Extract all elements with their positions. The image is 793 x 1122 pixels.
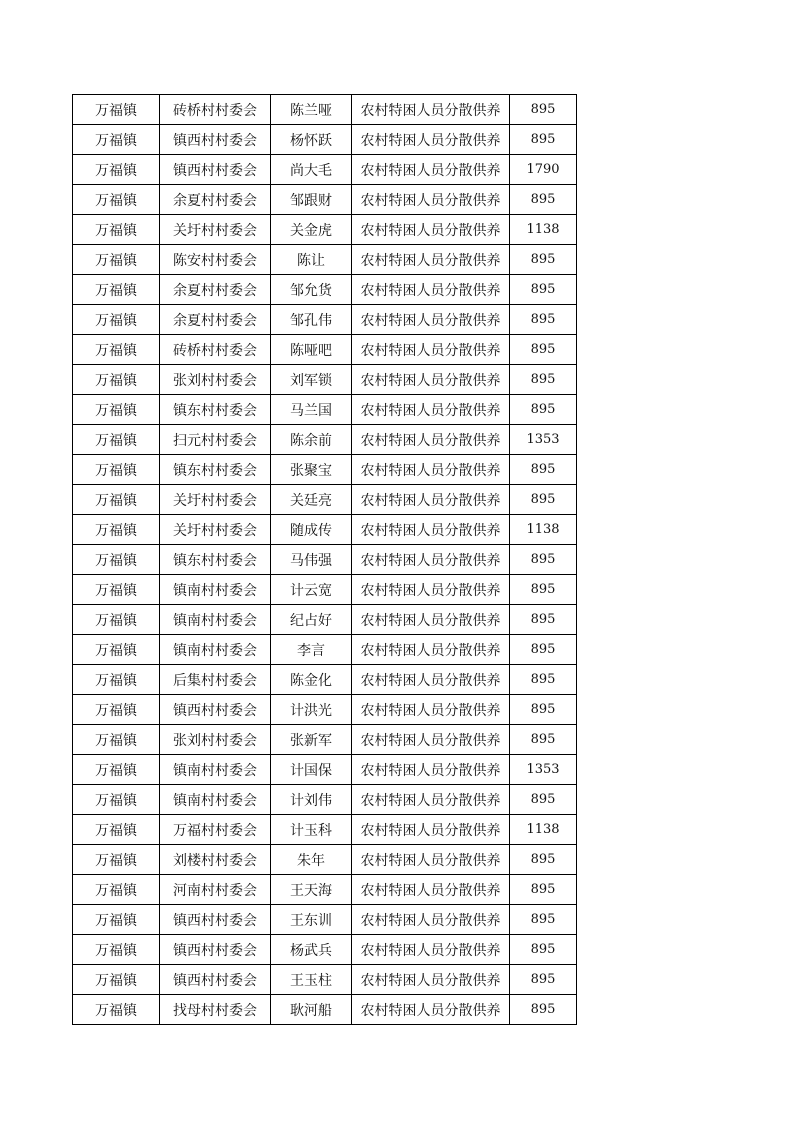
town-cell: 万福镇: [73, 695, 160, 725]
person-name-cell: 张聚宝: [271, 455, 352, 485]
person-name-cell: 随成传: [271, 515, 352, 545]
relief-category-cell: 农村特困人员分散供养: [352, 695, 510, 725]
person-name-cell: 关金虎: [271, 215, 352, 245]
table-row: [73, 215, 577, 245]
person-name-cell: 李言: [271, 635, 352, 665]
amount-cell: 1138: [510, 215, 577, 245]
amount-cell: 1790: [510, 155, 577, 185]
relief-category-cell: 农村特困人员分散供养: [352, 785, 510, 815]
town-cell: 万福镇: [73, 365, 160, 395]
table-body: [73, 95, 577, 1025]
village-committee-cell: 镇东村村委会: [160, 545, 271, 575]
town-cell: 万福镇: [73, 935, 160, 965]
village-committee-cell: 余夏村村委会: [160, 185, 271, 215]
relief-category-cell: 农村特困人员分散供养: [352, 515, 510, 545]
village-committee-cell: 刘楼村村委会: [160, 845, 271, 875]
town-cell: 万福镇: [73, 275, 160, 305]
relief-category-cell: 农村特困人员分散供养: [352, 125, 510, 155]
amount-cell: 895: [510, 935, 577, 965]
table-row: [73, 815, 577, 845]
village-committee-cell: 关圩村村委会: [160, 485, 271, 515]
town-cell: 万福镇: [73, 425, 160, 455]
village-committee-cell: 张刘村村委会: [160, 725, 271, 755]
town-cell: 万福镇: [73, 545, 160, 575]
person-name-cell: 陈金化: [271, 665, 352, 695]
table-row: [73, 485, 577, 515]
village-committee-cell: 陈安村村委会: [160, 245, 271, 275]
village-committee-cell: 镇东村村委会: [160, 455, 271, 485]
town-cell: 万福镇: [73, 125, 160, 155]
table-row: [73, 455, 577, 485]
table-row: [73, 635, 577, 665]
village-committee-cell: 镇西村村委会: [160, 695, 271, 725]
town-cell: 万福镇: [73, 845, 160, 875]
town-cell: 万福镇: [73, 905, 160, 935]
amount-cell: 895: [510, 665, 577, 695]
person-name-cell: 计刘伟: [271, 785, 352, 815]
table-row: [73, 335, 577, 365]
table-row: [73, 125, 577, 155]
person-name-cell: 陈让: [271, 245, 352, 275]
village-committee-cell: 镇南村村委会: [160, 755, 271, 785]
person-name-cell: 王东训: [271, 905, 352, 935]
person-name-cell: 邹孔伟: [271, 305, 352, 335]
amount-cell: 895: [510, 95, 577, 125]
person-name-cell: 杨怀跃: [271, 125, 352, 155]
relief-category-cell: 农村特困人员分散供养: [352, 605, 510, 635]
person-name-cell: 纪占好: [271, 605, 352, 635]
table-row: [73, 785, 577, 815]
relief-category-cell: 农村特困人员分散供养: [352, 305, 510, 335]
person-name-cell: 邹跟财: [271, 185, 352, 215]
village-committee-cell: 镇南村村委会: [160, 575, 271, 605]
relief-category-cell: 农村特困人员分散供养: [352, 455, 510, 485]
amount-cell: 895: [510, 365, 577, 395]
person-name-cell: 王天海: [271, 875, 352, 905]
relief-category-cell: 农村特困人员分散供养: [352, 335, 510, 365]
person-name-cell: 陈余前: [271, 425, 352, 455]
town-cell: 万福镇: [73, 185, 160, 215]
relief-category-cell: 农村特困人员分散供养: [352, 155, 510, 185]
person-name-cell: 王玉柱: [271, 965, 352, 995]
amount-cell: 895: [510, 995, 577, 1025]
relief-category-cell: 农村特困人员分散供养: [352, 275, 510, 305]
amount-cell: 895: [510, 845, 577, 875]
town-cell: 万福镇: [73, 215, 160, 245]
relief-category-cell: 农村特困人员分散供养: [352, 245, 510, 275]
person-name-cell: 杨武兵: [271, 935, 352, 965]
table-row: [73, 605, 577, 635]
table-row: [73, 665, 577, 695]
village-committee-cell: 镇西村村委会: [160, 965, 271, 995]
village-committee-cell: 砖桥村村委会: [160, 95, 271, 125]
amount-cell: 895: [510, 605, 577, 635]
table-row: [73, 395, 577, 425]
town-cell: 万福镇: [73, 635, 160, 665]
person-name-cell: 邹允货: [271, 275, 352, 305]
person-name-cell: 计玉科: [271, 815, 352, 845]
relief-category-cell: 农村特困人员分散供养: [352, 935, 510, 965]
town-cell: 万福镇: [73, 335, 160, 365]
amount-cell: 895: [510, 725, 577, 755]
relief-category-cell: 农村特困人员分散供养: [352, 365, 510, 395]
relief-category-cell: 农村特困人员分散供养: [352, 215, 510, 245]
village-committee-cell: 镇南村村委会: [160, 605, 271, 635]
amount-cell: 895: [510, 455, 577, 485]
person-name-cell: 计洪光: [271, 695, 352, 725]
village-committee-cell: 张刘村村委会: [160, 365, 271, 395]
village-committee-cell: 镇南村村委会: [160, 785, 271, 815]
amount-cell: 1138: [510, 515, 577, 545]
amount-cell: 1353: [510, 425, 577, 455]
table-row: [73, 245, 577, 275]
relief-category-cell: 农村特困人员分散供养: [352, 995, 510, 1025]
town-cell: 万福镇: [73, 305, 160, 335]
relief-category-cell: 农村特困人员分散供养: [352, 905, 510, 935]
relief-category-cell: 农村特困人员分散供养: [352, 485, 510, 515]
town-cell: 万福镇: [73, 575, 160, 605]
person-name-cell: 陈哑吧: [271, 335, 352, 365]
table-row: [73, 425, 577, 455]
table-row: [73, 755, 577, 785]
town-cell: 万福镇: [73, 155, 160, 185]
amount-cell: 895: [510, 905, 577, 935]
table-row: [73, 185, 577, 215]
relief-category-cell: 农村特困人员分散供养: [352, 545, 510, 575]
table-row: [73, 845, 577, 875]
person-name-cell: 马伟强: [271, 545, 352, 575]
amount-cell: 895: [510, 635, 577, 665]
relief-category-cell: 农村特困人员分散供养: [352, 815, 510, 845]
amount-cell: 895: [510, 485, 577, 515]
amount-cell: 1353: [510, 755, 577, 785]
table-row: [73, 995, 577, 1025]
person-name-cell: 陈兰哑: [271, 95, 352, 125]
amount-cell: 895: [510, 695, 577, 725]
village-committee-cell: 镇西村村委会: [160, 155, 271, 185]
town-cell: 万福镇: [73, 725, 160, 755]
village-committee-cell: 后集村村委会: [160, 665, 271, 695]
table-row: [73, 935, 577, 965]
person-name-cell: 张新军: [271, 725, 352, 755]
town-cell: 万福镇: [73, 485, 160, 515]
table-row: [73, 515, 577, 545]
amount-cell: 895: [510, 875, 577, 905]
amount-cell: 895: [510, 545, 577, 575]
village-committee-cell: 砖桥村村委会: [160, 335, 271, 365]
table-row: [73, 575, 577, 605]
amount-cell: 895: [510, 395, 577, 425]
relief-category-cell: 农村特困人员分散供养: [352, 425, 510, 455]
town-cell: 万福镇: [73, 995, 160, 1025]
town-cell: 万福镇: [73, 815, 160, 845]
amount-cell: 895: [510, 965, 577, 995]
table-row: [73, 545, 577, 575]
town-cell: 万福镇: [73, 785, 160, 815]
village-committee-cell: 余夏村村委会: [160, 275, 271, 305]
amount-cell: 895: [510, 335, 577, 365]
amount-cell: 895: [510, 125, 577, 155]
village-committee-cell: 镇西村村委会: [160, 125, 271, 155]
village-committee-cell: 镇西村村委会: [160, 905, 271, 935]
amount-cell: 895: [510, 185, 577, 215]
table-row: [73, 725, 577, 755]
village-committee-cell: 余夏村村委会: [160, 305, 271, 335]
person-name-cell: 刘军锁: [271, 365, 352, 395]
relief-category-cell: 农村特困人员分散供养: [352, 395, 510, 425]
relief-category-cell: 农村特困人员分散供养: [352, 845, 510, 875]
table-row: [73, 365, 577, 395]
amount-cell: 895: [510, 305, 577, 335]
town-cell: 万福镇: [73, 605, 160, 635]
table-row: [73, 905, 577, 935]
amount-cell: 895: [510, 575, 577, 605]
relief-category-cell: 农村特困人员分散供养: [352, 635, 510, 665]
relief-category-cell: 农村特困人员分散供养: [352, 185, 510, 215]
town-cell: 万福镇: [73, 95, 160, 125]
person-name-cell: 马兰国: [271, 395, 352, 425]
table-row: [73, 155, 577, 185]
town-cell: 万福镇: [73, 395, 160, 425]
amount-cell: 895: [510, 785, 577, 815]
relief-category-cell: 农村特困人员分散供养: [352, 755, 510, 785]
table-row: [73, 95, 577, 125]
relief-category-cell: 农村特困人员分散供养: [352, 875, 510, 905]
table-row: [73, 875, 577, 905]
relief-category-cell: 农村特困人员分散供养: [352, 725, 510, 755]
relief-category-cell: 农村特困人员分散供养: [352, 965, 510, 995]
relief-category-cell: 农村特困人员分散供养: [352, 575, 510, 605]
person-name-cell: 计国保: [271, 755, 352, 785]
village-committee-cell: 河南村村委会: [160, 875, 271, 905]
village-committee-cell: 关圩村村委会: [160, 215, 271, 245]
town-cell: 万福镇: [73, 965, 160, 995]
town-cell: 万福镇: [73, 455, 160, 485]
amount-cell: 1138: [510, 815, 577, 845]
relief-category-cell: 农村特困人员分散供养: [352, 665, 510, 695]
village-committee-cell: 镇东村村委会: [160, 395, 271, 425]
person-name-cell: 耿河船: [271, 995, 352, 1025]
person-name-cell: 朱年: [271, 845, 352, 875]
village-committee-cell: 扫元村村委会: [160, 425, 271, 455]
table-row: [73, 275, 577, 305]
amount-cell: 895: [510, 275, 577, 305]
table-row: [73, 965, 577, 995]
relief-category-cell: 农村特困人员分散供养: [352, 95, 510, 125]
person-name-cell: 关廷亮: [271, 485, 352, 515]
relief-roster-table: [72, 94, 577, 1025]
amount-cell: 895: [510, 245, 577, 275]
village-committee-cell: 镇南村村委会: [160, 635, 271, 665]
village-committee-cell: 镇西村村委会: [160, 935, 271, 965]
person-name-cell: 计云宽: [271, 575, 352, 605]
town-cell: 万福镇: [73, 515, 160, 545]
table-row: [73, 305, 577, 335]
town-cell: 万福镇: [73, 245, 160, 275]
table-row: [73, 695, 577, 725]
town-cell: 万福镇: [73, 755, 160, 785]
person-name-cell: 尚大毛: [271, 155, 352, 185]
village-committee-cell: 万福村村委会: [160, 815, 271, 845]
town-cell: 万福镇: [73, 875, 160, 905]
village-committee-cell: 找母村村委会: [160, 995, 271, 1025]
town-cell: 万福镇: [73, 665, 160, 695]
village-committee-cell: 关圩村村委会: [160, 515, 271, 545]
